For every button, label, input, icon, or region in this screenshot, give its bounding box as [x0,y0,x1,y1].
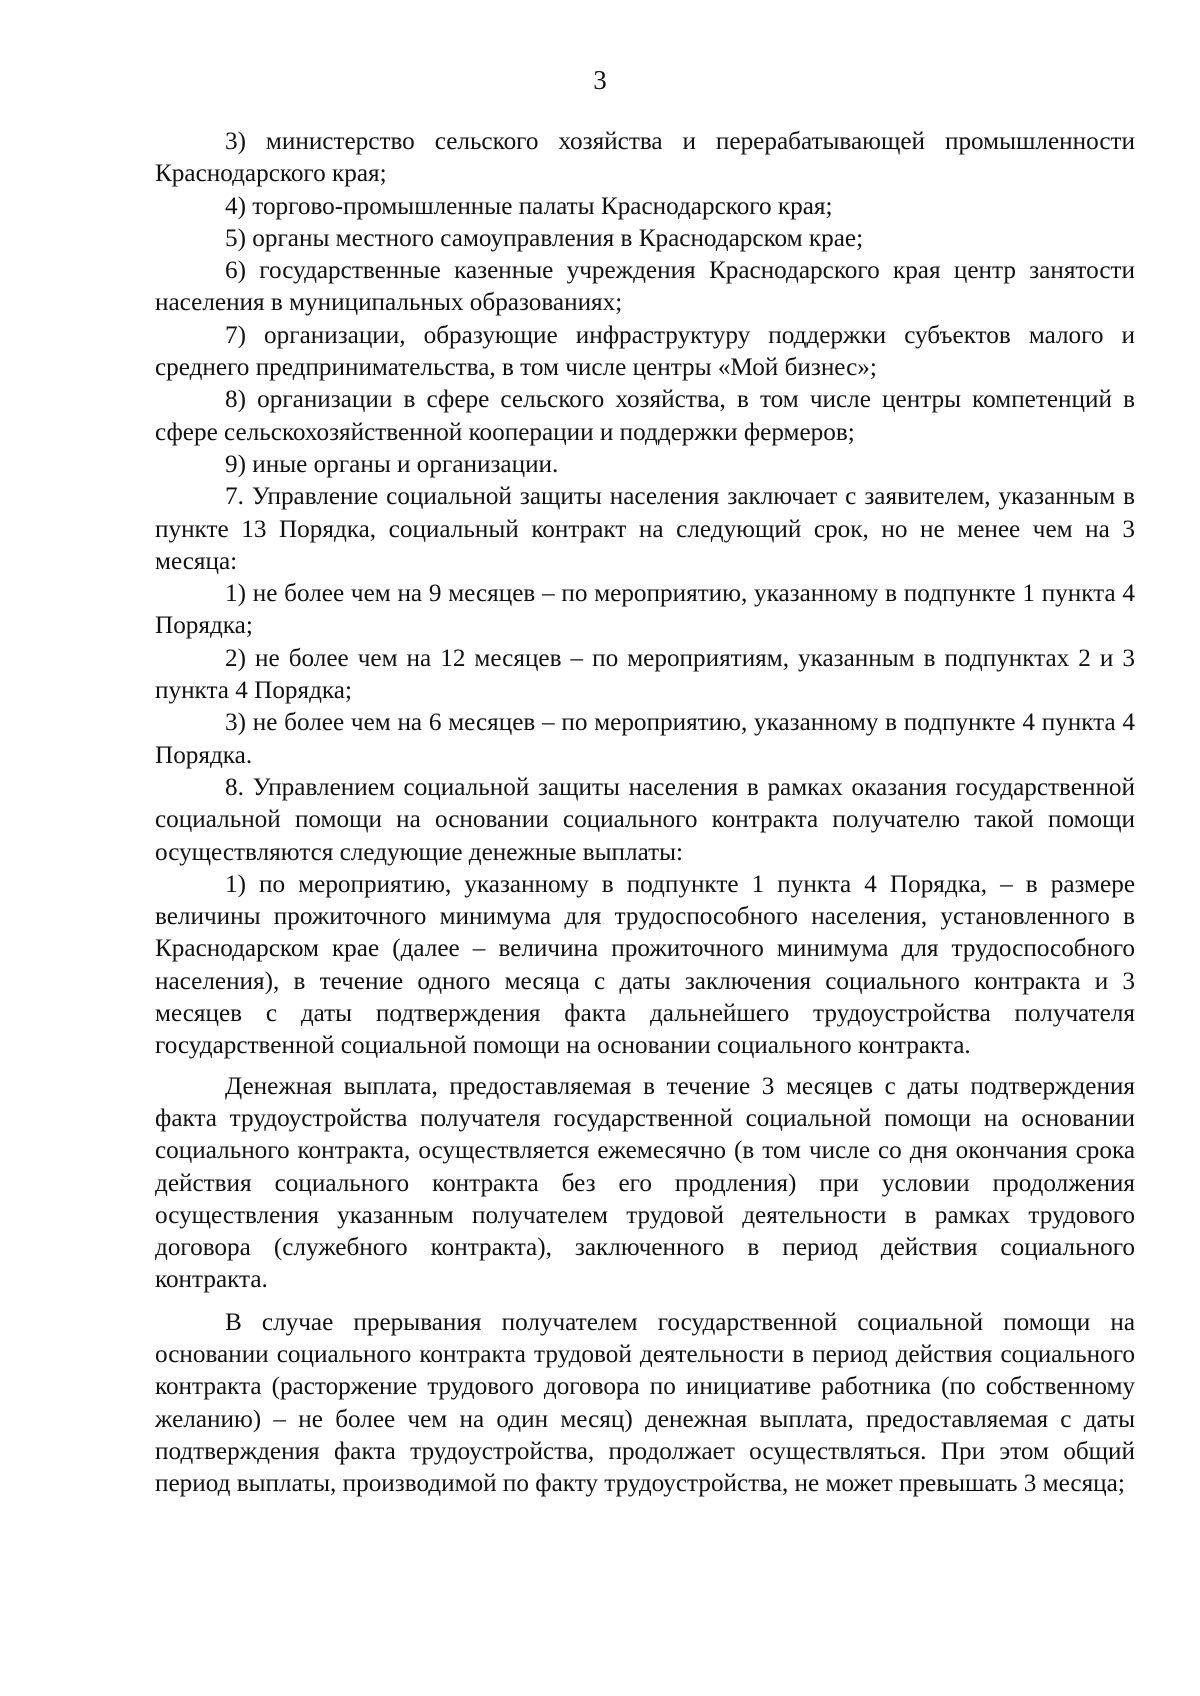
document-body [155,126,1135,1500]
paragraph-term-1: 1) не более чем на 9 месяцев – по мероприятию, указанному в подпункте 1 пункта 4 Порядка; [155,580,1135,640]
paragraph-monthly-payment: Денежная выплата, предоставляемая в течение 3 месяцев с даты подтверждения факта трудоустройства получателя государственной социальной помощи на основании социального контракта, осуществляется ежемесячно (в том числе со дня окончания срока действия социального контракта без его продления) при условии продолжения осуществления указанным получателем трудовой деятельности в рамках трудового договора (служебного контракта), заключенного в период действия социального контракта. [155,1072,1135,1294]
paragraph-item-7: 7) организации, образующие инфраструктуру поддержки субъектов малого и среднего предпринимательства, в том числе центры «Мой бизнес»; [155,321,1135,382]
paragraph-interruption: В случае прерывания получателем государственной социальной помощи на основании социального контракта трудовой деятельности в период действия социального контракта (расторжение трудового договора по инициативе работника (по собственному желанию) – не более чем на один месяц) денежная выплата, предоставляемая с даты подтверждения факта трудоустройства, продолжает осуществляться. При этом общий период выплаты, производимой по факту трудоустройства, не может превышать 3 месяца; [155,1308,1135,1498]
paragraph-term-3: 3) не более чем на 6 месяцев – по мероприятию, указанному в подпункте 4 пункта 4 Порядка. [155,709,1135,769]
paragraph-term-2: 2) не более чем на 12 месяцев – по мероприятиям, указанным в подпунктах 2 и 3 пункта 4 Порядка; [155,644,1135,705]
paragraph-item-3: 3) министерство сельского хозяйства и перерабатывающей промышленности Краснодарского края; [155,128,1135,188]
paragraph-item-8: 8) организации в сфере сельского хозяйства, в том числе центры компетенций в сфере сельскохозяйственной кооперации и поддержки фермеров; [155,386,1135,446]
paragraph-clause-8: 8. Управлением социальной защиты населения в рамках оказания государственной социальной помощи на основании социального контракта получателю такой помощи осуществляются следующие денежные выплаты: [155,773,1135,866]
paragraph-item-5: 5) органы местного самоуправления в Краснодарском крае; [225,224,864,252]
paragraph-payment-1: 1) по мероприятию, указанному в подпункте 1 пункта 4 Порядка, – в размере величины прожиточного минимума для трудоспособного населения, установленного в Краснодарском крае (далее – величина прожиточного минимума для трудоспособного населения), в течение одного месяца с даты заключения социального контракта и 3 месяцев с даты подтверждения факта дальнейшего трудоустройства получателя государственной социальной помощи на основании социального контракта. [155,870,1135,1060]
paragraph-clause-7: 7. Управление социальной защиты населения заключает с заявителем, указанным в пункте 13 Порядка, социальный контракт на следующий срок, но не менее чем на 3 месяца: [155,483,1135,575]
paragraph-item-9: 9) иные органы и организации. [225,450,559,478]
page-number: 3 [593,65,607,95]
paragraph-item-6: 6) государственные казенные учреждения Краснодарского края центр занятости населения в муниципальных образованиях; [155,257,1135,317]
paragraph-item-4: 4) торгово-промышленные палаты Краснодарского края; [225,192,833,220]
